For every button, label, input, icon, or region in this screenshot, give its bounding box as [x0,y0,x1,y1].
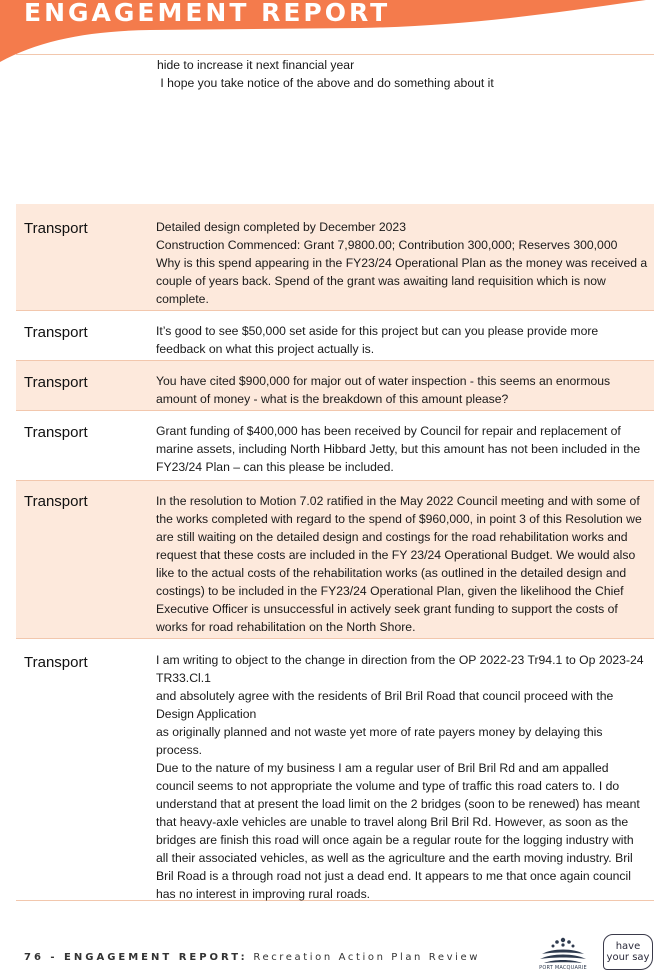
comment-line: In the resolution to Motion 7.02 ratified in the May 2022 Council meeting and with some of the works completed with regard to the spend of $960,000, in point 3 of this Resolution we are still waiting on the detailed design and costings for the road rehabilitation works and request that these costs are included in the FY 23/24 Operational Budget. We would also like to the actual costs of the rehabilitation works (as outlined in the detailed design and costings) to be included in the FY23/24 Operational Plan, given the likelihood the Chief Executive Officer is unsuccessful in actively seek grant funding to support the costs of works for road rehabilitation on the North Shore. [156,494,642,634]
have-your-say-logo [603,934,653,970]
table-row [16,311,654,361]
comment-line: Why is this spend appearing in the FY23/24 Operational Plan as the money was received a couple of years back. Spend of the grant was awaiting land requisition which is now complete. [156,256,648,306]
row-category: Transport [24,324,88,341]
row-comment [156,361,654,410]
comment-line: Construction Commenced: Grant 7,9800.00; Contribution 300,000; Reserves 300,000 [156,238,618,252]
header-divider [16,54,654,55]
comment-line: I am writing to object to the change in direction from the OP 2022-23 Tr94.1 to Op 2023-24 TR33.Cl.1 [156,653,644,685]
row-category: Transport [24,493,88,510]
row-comment [156,481,654,638]
comment-line: Detailed design completed by December 2023 [156,220,406,234]
intro-line: hide to increase it next financial year [157,58,355,72]
row-comment [156,311,654,360]
table-row [16,204,654,311]
row-category: Transport [24,654,88,671]
table-row [16,481,654,639]
comment-line: You have cited $900,000 for major out of water inspection - this seems an enormous amount of money - what is the breakdown of this amount please? [156,374,611,406]
have-your-say-line: your say [606,952,650,963]
comment-line: as originally planned and not waste yet more of rate payers money by delaying this process. [156,725,603,757]
footer-subtitle: Recreation Action Plan Review [247,952,481,963]
comment-line: Due to the nature of my business I am a regular user of Bril Bril Rd and am appalled council seems to not appropriate the volume and type of traffic this road caters to. I do understand that at present the load limit on the 2 bridges (soon to be renewed) has meant that heavy-axle vehicles are unable to travel along Bril Bril Rd. However, as soon as the bridges are finish this road will once again be a regular route for the logging industry with all their associated vehicles, as well as the agriculture and the earth moving industry. Bril Bril Road is a through road not just a dead end. It appears to me that once again council has no interest in improving rural roads. [156,761,640,901]
comment-line: and absolutely agree with the residents of Bril Bril Road that council proceed with the Design Application [156,689,614,721]
header-title: ENGAGEMENT REPORT [24,0,391,27]
table-row [16,361,654,411]
council-logo-text: PORT MACQUARIE [539,965,587,970]
table-row [16,639,654,901]
comment-line: Grant funding of $400,000 has been received by Council for repair and replacement of marine assets, including North Hibbard Jetty, but this amount has not been included in the FY23/24 Plan – can this please be included. [156,424,641,474]
row-comment [156,204,654,310]
intro-comment-continuation [157,56,647,92]
row-category: Transport [24,220,88,237]
page-number: 76 [24,952,44,963]
comment-line: It’s good to see $50,000 set aside for this project but can you please provide more feedback on what this project actually is. [156,324,599,356]
footer-report-label: ENGAGEMENT REPORT: [64,952,248,963]
row-comment [156,639,654,900]
comments-table [16,204,654,901]
row-category: Transport [24,424,88,441]
intro-line: I hope you take notice of the above and do something about it [157,76,494,90]
footer-separator: - [43,952,65,963]
row-comment [156,411,654,480]
have-your-say-line: have [615,941,641,952]
row-category: Transport [24,374,88,391]
table-row [16,411,654,481]
council-logo [534,934,592,970]
page-footer [24,952,480,963]
